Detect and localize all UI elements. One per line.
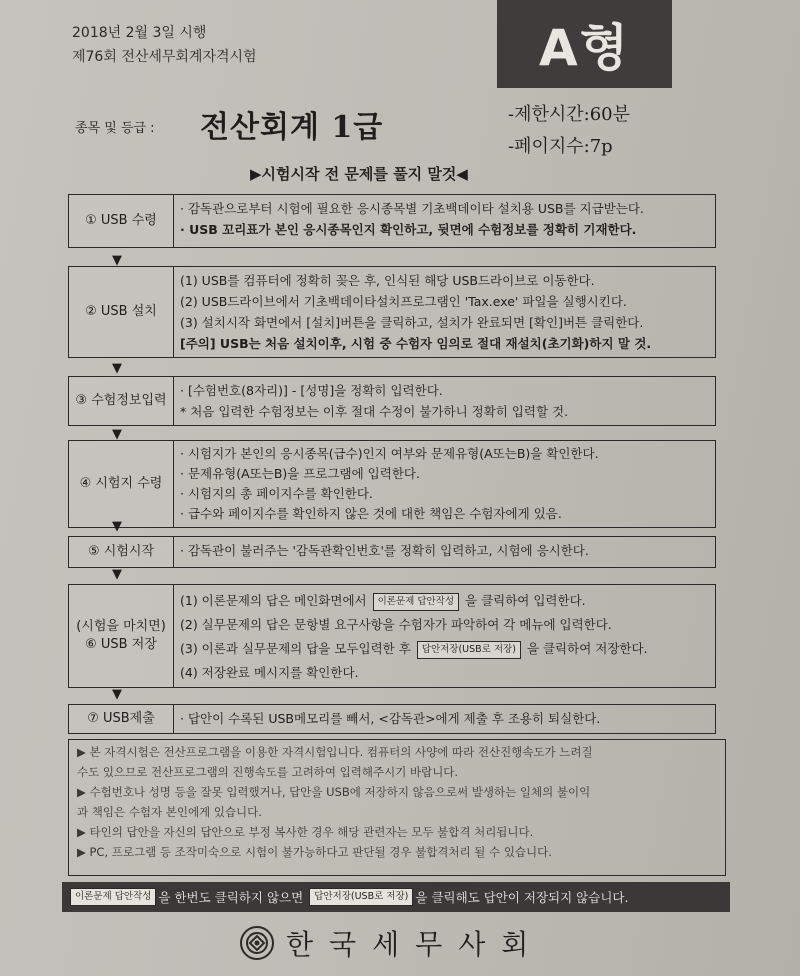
note-line: ▶ 본 자격시험은 전산프로그램을 이용한 자격시험입니다. 컴퓨터의 사양에 따라 전산진행속도가 느려질 [77,745,593,759]
note-line: ▶ 타인의 답안을 자신의 답안으로 부정 복사한 경우 해당 관련자는 모두 불합격 처리됩니다. [77,825,534,839]
step-line-text: 을 클릭하여 입력한다. [465,593,586,608]
step-label: ④ 시험지 수령 [68,440,174,528]
subject-label: 종목 및 등급 : [75,121,155,136]
step-label: ⑦ USB제출 [68,704,174,734]
theory-answer-button-sample: 이론문제 답안작성 [373,593,459,611]
flow-arrow: ▼ [112,519,122,534]
step-line-text: (1) 이론문제의 답은 메인화면에서 [180,593,367,608]
kacpta-logo-icon [240,926,274,960]
note-line: ▶ 수험번호나 성명 등을 잘못 입력했거나, 답안을 USB에 저장하지 않음으로써 발생하는 일체의 불이익 [77,785,591,799]
step-body [174,704,716,734]
step-label: ② USB 설치 [68,266,174,358]
step-line: · 급수와 페이지수를 확인하지 않은 것에 대한 책임은 수험자에게 있음. [180,506,562,521]
notes-box [68,739,726,876]
flow-arrow: ▼ [112,427,122,442]
step-body [174,266,716,358]
step-line: · USB 꼬리표가 본인 응시종목인지 확인하고, 뒷면에 수험정보를 정확히 기재한다. [180,222,637,237]
save-answer-button-sample: 답안저장(USB로 저장) [417,641,521,659]
step-line: · 감독관으로부터 시험에 필요한 응시종목별 기초백데이타 설치용 USB를 지급받는다. [180,201,644,216]
exam-type-badge: A형 [497,0,672,88]
step-line: (2) 실무문제의 답은 문항별 요구사항을 수험자가 파악하여 각 메뉴에 입력한다. [180,617,612,632]
theory-answer-button-sample: 이론문제 답안작성 [70,888,156,906]
step-line [180,589,709,613]
step-label: ⑤ 시험시작 [68,536,174,568]
step-label: ① USB 수령 [68,194,174,248]
notice-title: ▶시험시작 전 문제를 풀지 말것◀ [250,165,468,183]
flow-arrow: ▼ [112,253,122,268]
step-line: · [수험번호(8자리)] - [성명]을 정확히 입력한다. [180,383,443,398]
step-usb-save [68,584,716,688]
step-line: · 시험지가 본인의 응시종목(급수)인지 여부와 문제유형(A또는B)을 확인한다. [180,446,599,461]
step-line: (2) USB드라이브에서 기초백데이타설치프로그램인 'Tax.exe' 파일을 실행시킨다. [180,294,627,309]
step-line: · 감독관이 불러주는 '감독관확인번호'를 정확히 입력하고, 시험에 응시한다. [180,543,589,558]
footer [240,920,544,966]
step-line: · 답안이 수록된 USB메모리를 빼서, <감독관>에게 제출 후 조용히 퇴실한다. [180,711,601,726]
step-line: · 문제유형(A또는B)을 프로그램에 입력한다. [180,466,420,481]
step-enter-info [68,376,716,426]
step-body [174,536,716,568]
step-line: (3) 설치시작 화면에서 [설치]버튼을 클릭하고, 설치가 완료되면 [확인]버튼 클릭한다. [180,315,644,330]
step-label: (시험을 마치면) ⑥ USB 저장 [68,584,174,688]
note-line: 수도 있으므로 전산프로그램의 진행속도를 고려하여 입력해주시기 바랍니다. [77,765,459,779]
step-line-text: 을 클릭하여 저장한다. [526,641,648,656]
save-answer-button-sample: 답안저장(USB로 저장) [309,888,413,906]
note-line: ▶ PC, 프로그램 등 조작미숙으로 시험이 불가능하다고 판단될 경우 불합격처리 될 수 있습니다. [77,845,552,859]
warning-text: 을 한번도 클릭하지 않으면 [158,890,304,905]
step-body [174,376,716,426]
step-receive-paper [68,440,716,528]
flow-arrow: ▼ [112,361,122,376]
step-line-text: (3) 이론과 실무문제의 답을 모두입력한 후 [180,641,411,656]
organization-name: 한국세무사회 [286,928,545,961]
flow-arrow: ▼ [112,567,122,582]
exam-name: 제76회 전산세무회계자격시험 [72,49,257,65]
time-limit: -제한시간:60분 [508,104,630,125]
warning-text: 을 클릭해도 답안이 저장되지 않습니다. [415,890,629,905]
step-body [174,584,716,688]
page-count: -페이지수:7p [508,136,613,157]
warning-bar [62,882,730,912]
step-start-exam [68,536,716,568]
step-line: [주의] USB는 처음 설치이후, 시험 중 수험자 임의로 절대 재설치(초기화)하지 말 것. [180,336,652,351]
step-usb-submit [68,704,716,734]
step-body [174,440,716,528]
subject-value: 전산회계 1급 [200,110,384,145]
step-line: * 처음 입력한 수험정보는 이후 절대 수정이 불가하니 정확히 입력할 것. [180,404,569,419]
exam-date: 2018년 2월 3일 시행 [72,25,207,41]
step-label: ③ 수험정보입력 [68,376,174,426]
step-usb-install [68,266,716,358]
step-body [174,194,716,248]
flow-arrow: ▼ [112,687,122,702]
step-line: · 시험지의 총 페이지수를 확인한다. [180,486,373,501]
note-line: 과 책임은 수험자 본인에게 있습니다. [77,805,262,819]
step-line: (1) USB를 컴퓨터에 정확히 꽂은 후, 인식된 해당 USB드라이브로 이동한다. [180,273,595,288]
step-line [180,637,709,661]
step-line: (4) 저장완료 메시지를 확인한다. [180,665,359,680]
step-usb-receive [68,194,716,248]
